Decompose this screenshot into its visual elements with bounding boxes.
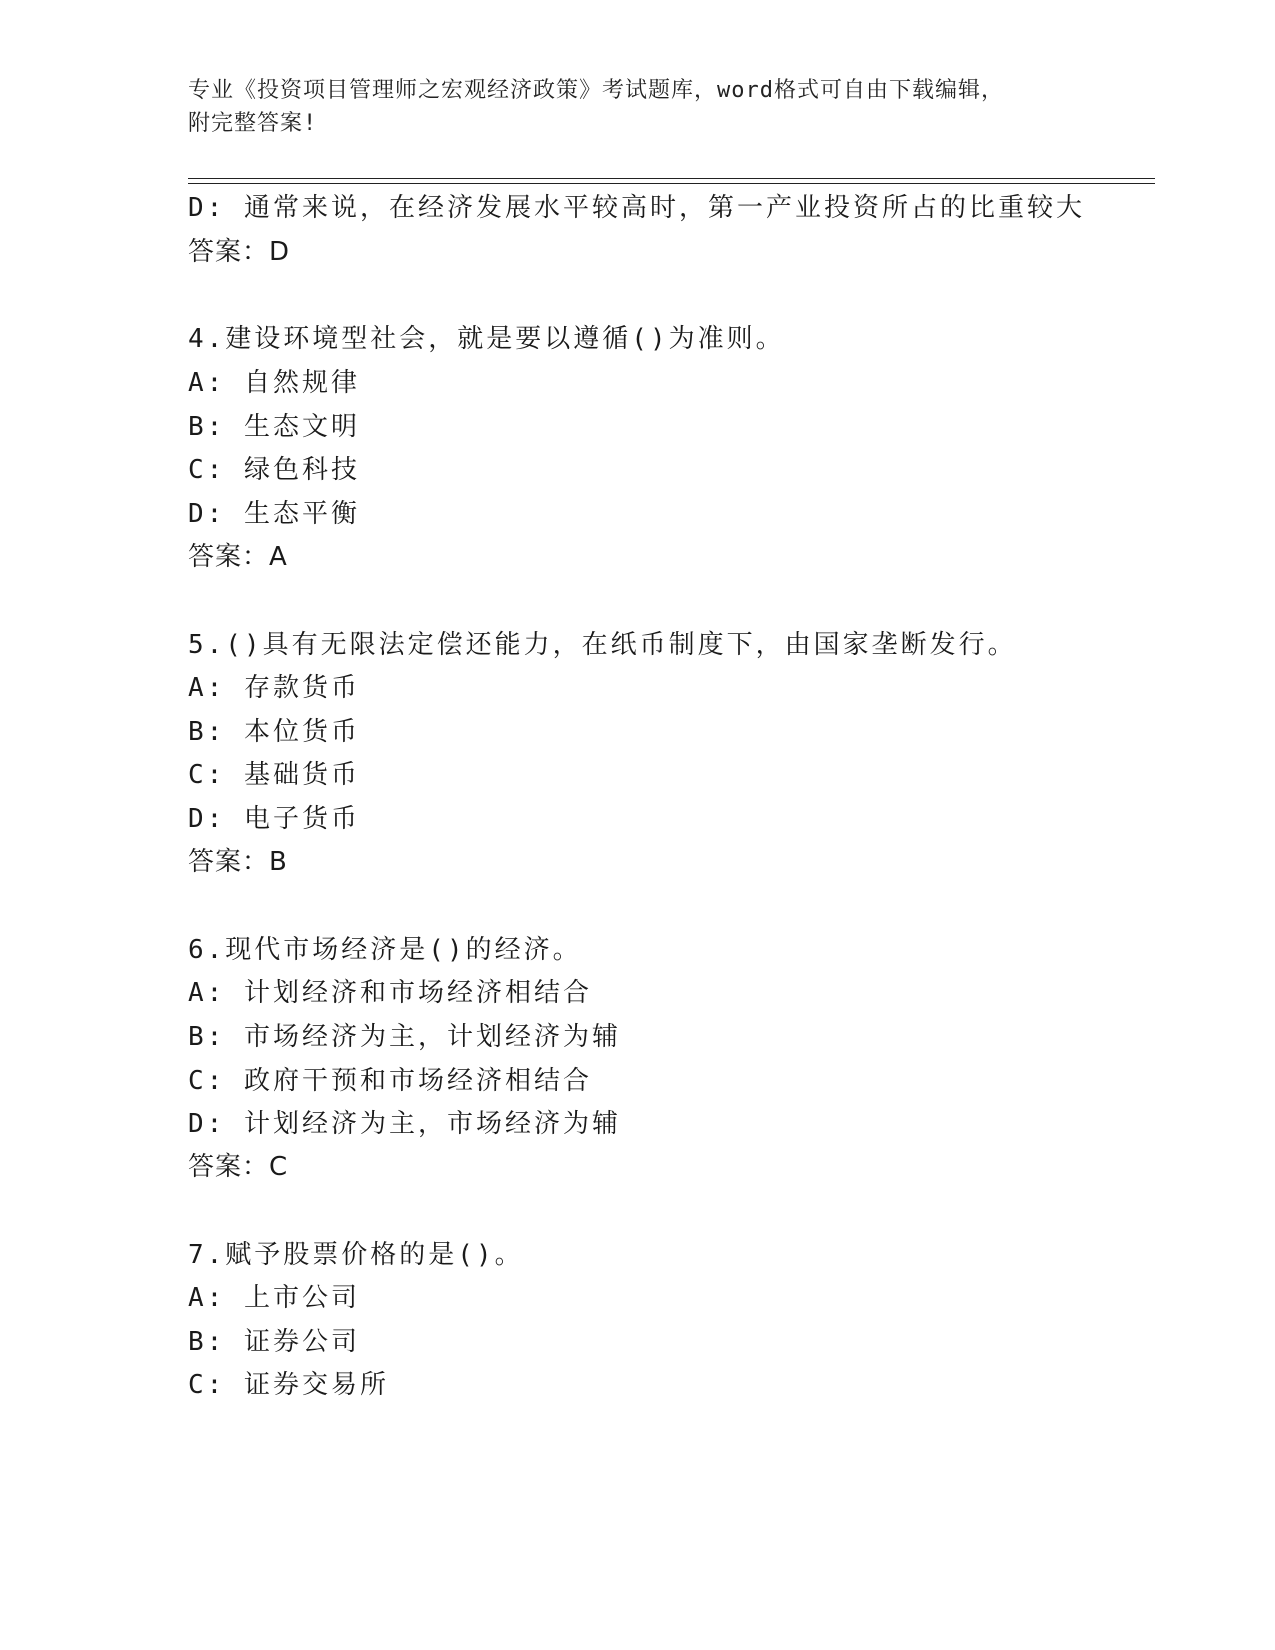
q4-option-c: C: 绿色科技 [188, 455, 360, 485]
header-divider-top [188, 178, 1155, 179]
q5-stem: 5.()具有无限法定偿还能力，在纸币制度下，由国家垄断发行。 [188, 630, 1017, 660]
header-line-2: 附完整答案! [188, 111, 318, 136]
document-header [188, 74, 1088, 140]
q4-option-a: A: 自然规律 [188, 368, 360, 398]
header-divider-bottom [188, 183, 1155, 184]
q5-option-d: D: 电子货币 [188, 804, 360, 834]
q4-option-d: D: 生态平衡 [188, 499, 360, 529]
q6-option-b: B: 市场经济为主，计划经济为辅 [188, 1022, 621, 1052]
q4-answer: 答案：A [188, 542, 288, 572]
q6-option-c: C: 政府干预和市场经济相结合 [188, 1066, 592, 1096]
q5-option-b: B: 本位货币 [188, 717, 360, 747]
q6-option-d: D: 计划经济为主，市场经济为辅 [188, 1109, 621, 1139]
q7-stem: 7.赋予股票价格的是()。 [188, 1240, 524, 1270]
q4-option-b: B: 生态文明 [188, 412, 360, 442]
q6-stem: 6.现代市场经济是()的经济。 [188, 935, 582, 965]
header-line-1: 专业《投资项目管理师之宏观经济政策》考试题库，word格式可自由下载编辑， [188, 78, 1004, 103]
q3-answer: 答案：D [188, 237, 291, 267]
q3-option-d: D: 通常来说，在经济发展水平较高时，第一产业投资所占的比重较大 [188, 193, 1085, 223]
q6-option-a: A: 计划经济和市场经济相结合 [188, 978, 592, 1008]
q5-option-a: A: 存款货币 [188, 673, 360, 703]
q7-option-b: B: 证券公司 [188, 1327, 360, 1357]
q6-answer: 答案：C [188, 1152, 289, 1182]
q4-stem: 4.建设环境型社会，就是要以遵循()为准则。 [188, 324, 785, 354]
q5-answer: 答案：B [188, 847, 288, 877]
q7-option-a: A: 上市公司 [188, 1283, 360, 1313]
q7-option-c: C: 证券交易所 [188, 1370, 389, 1400]
q5-option-c: C: 基础货币 [188, 760, 360, 790]
